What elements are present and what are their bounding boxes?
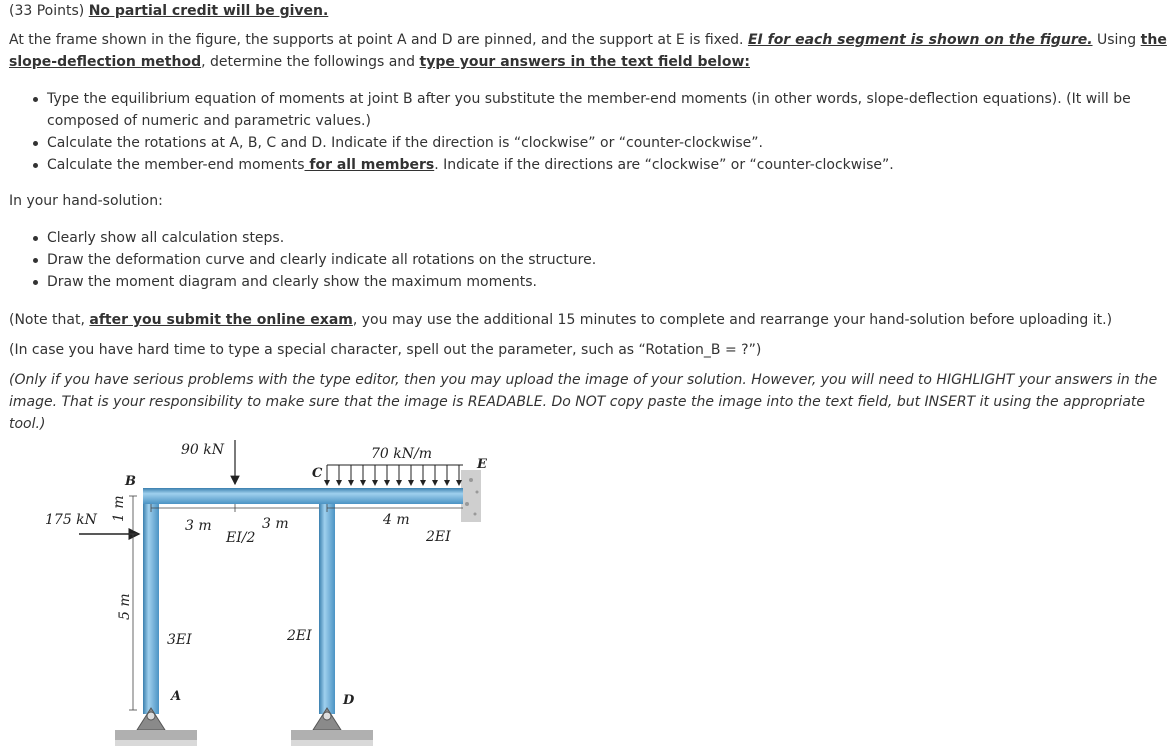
no-partial-credit-note: No partial credit will be given. bbox=[88, 3, 329, 19]
joint-label-a: A bbox=[171, 689, 182, 704]
joint-label-c: C bbox=[312, 466, 323, 481]
joint-label-b: B bbox=[125, 474, 136, 489]
note-upload-image: (Only if you have serious problems with the type editor, then you may upload the image of your solution. However, you will need to HIGHLIGHT your answers in the image. That is your responsibility to make sure that the image is READABLE. Do NOT copy paste the image into the text field, but INSERT it using the appropriate tool.) bbox=[9, 372, 1158, 432]
note-1-post: , you may use the additional 15 minutes to complete and rearrange your hand-solution before uploading it.) bbox=[352, 312, 1113, 328]
question-item-1: Type the equilibrium equation of moments at joint B after you substitute the member-end moments (in other words, slope-deflection equations). (It will be composed of numeric and parametric values.) bbox=[47, 88, 1176, 132]
column-cd bbox=[319, 496, 335, 714]
question-list bbox=[9, 88, 1176, 176]
distributed-load-label: 70 kN/m bbox=[371, 446, 432, 462]
problem-statement bbox=[9, 29, 1169, 73]
dimension-1m: 1 m bbox=[111, 495, 127, 522]
hand-solution-item-3: Draw the moment diagram and clearly show the maximum moments. bbox=[47, 271, 1176, 293]
dimension-3m-left: 3 m bbox=[185, 518, 212, 534]
hand-solution-heading: In your hand-solution: bbox=[9, 193, 163, 209]
joint-label-d: D bbox=[343, 693, 355, 708]
hand-solution-list bbox=[9, 227, 1176, 293]
type-answers-instruction: type your answers in the text field below: bbox=[419, 54, 750, 70]
fixed-support-e bbox=[461, 470, 481, 522]
distributed-load bbox=[327, 465, 463, 485]
ei-note: EI for each segment is shown on the figure. bbox=[747, 32, 1093, 48]
dimension-4m: 4 m bbox=[383, 512, 410, 528]
note-1-pre: (Note that, bbox=[9, 312, 90, 328]
question-3-text: Calculate the member-end moments bbox=[47, 157, 305, 173]
stiffness-label-ab: 3EI bbox=[167, 632, 192, 648]
frame-figure bbox=[9, 430, 509, 752]
joint-label-e: E bbox=[477, 457, 487, 472]
intro-text-3: , determine the followings and bbox=[201, 54, 416, 70]
intro-text-2: Using bbox=[1097, 32, 1137, 48]
method-name: the slope-deflection method bbox=[9, 32, 1167, 70]
beam-bce bbox=[143, 488, 463, 504]
intro-text-1: At the frame shown in the figure, the supports at point A and D are pinned, and the support at E is fixed. bbox=[9, 32, 744, 48]
question-3-emphasis: for all members bbox=[304, 157, 435, 173]
stiffness-label-cd: 2EI bbox=[287, 628, 312, 644]
dimension-3m-right: 3 m bbox=[262, 516, 289, 532]
stiffness-label-ce: 2EI bbox=[426, 529, 451, 545]
points-label: (33 Points) bbox=[9, 3, 85, 19]
hand-solution-item-2: Draw the deformation curve and clearly indicate all rotations on the structure. bbox=[47, 249, 1176, 271]
dimension-5m: 5 m bbox=[117, 593, 133, 620]
stiffness-label-bc: EI/2 bbox=[226, 530, 256, 546]
column-ab bbox=[143, 496, 159, 714]
note-time bbox=[9, 309, 1112, 331]
point-load-label: 90 kN bbox=[181, 442, 224, 458]
hand-solution-item-1: Clearly show all calculation steps. bbox=[47, 227, 1176, 249]
question-item-2: Calculate the rotations at A, B, C and D. Indicate if the direction is “clockwise” or “counter-clockwise”. bbox=[47, 132, 1176, 154]
question-header bbox=[9, 0, 328, 22]
question-item-3 bbox=[47, 154, 1176, 176]
horizontal-load-label: 175 kN bbox=[45, 512, 97, 528]
note-1-emphasis: after you submit the online exam bbox=[89, 312, 353, 328]
note-special-character: (In case you have hard time to type a special character, spell out the parameter, such as “Rotation_B = ?”) bbox=[9, 342, 762, 358]
question-3-tail: . Indicate if the directions are “clockwise” or “counter-clockwise”. bbox=[434, 157, 894, 173]
dimension-lines bbox=[129, 496, 463, 710]
